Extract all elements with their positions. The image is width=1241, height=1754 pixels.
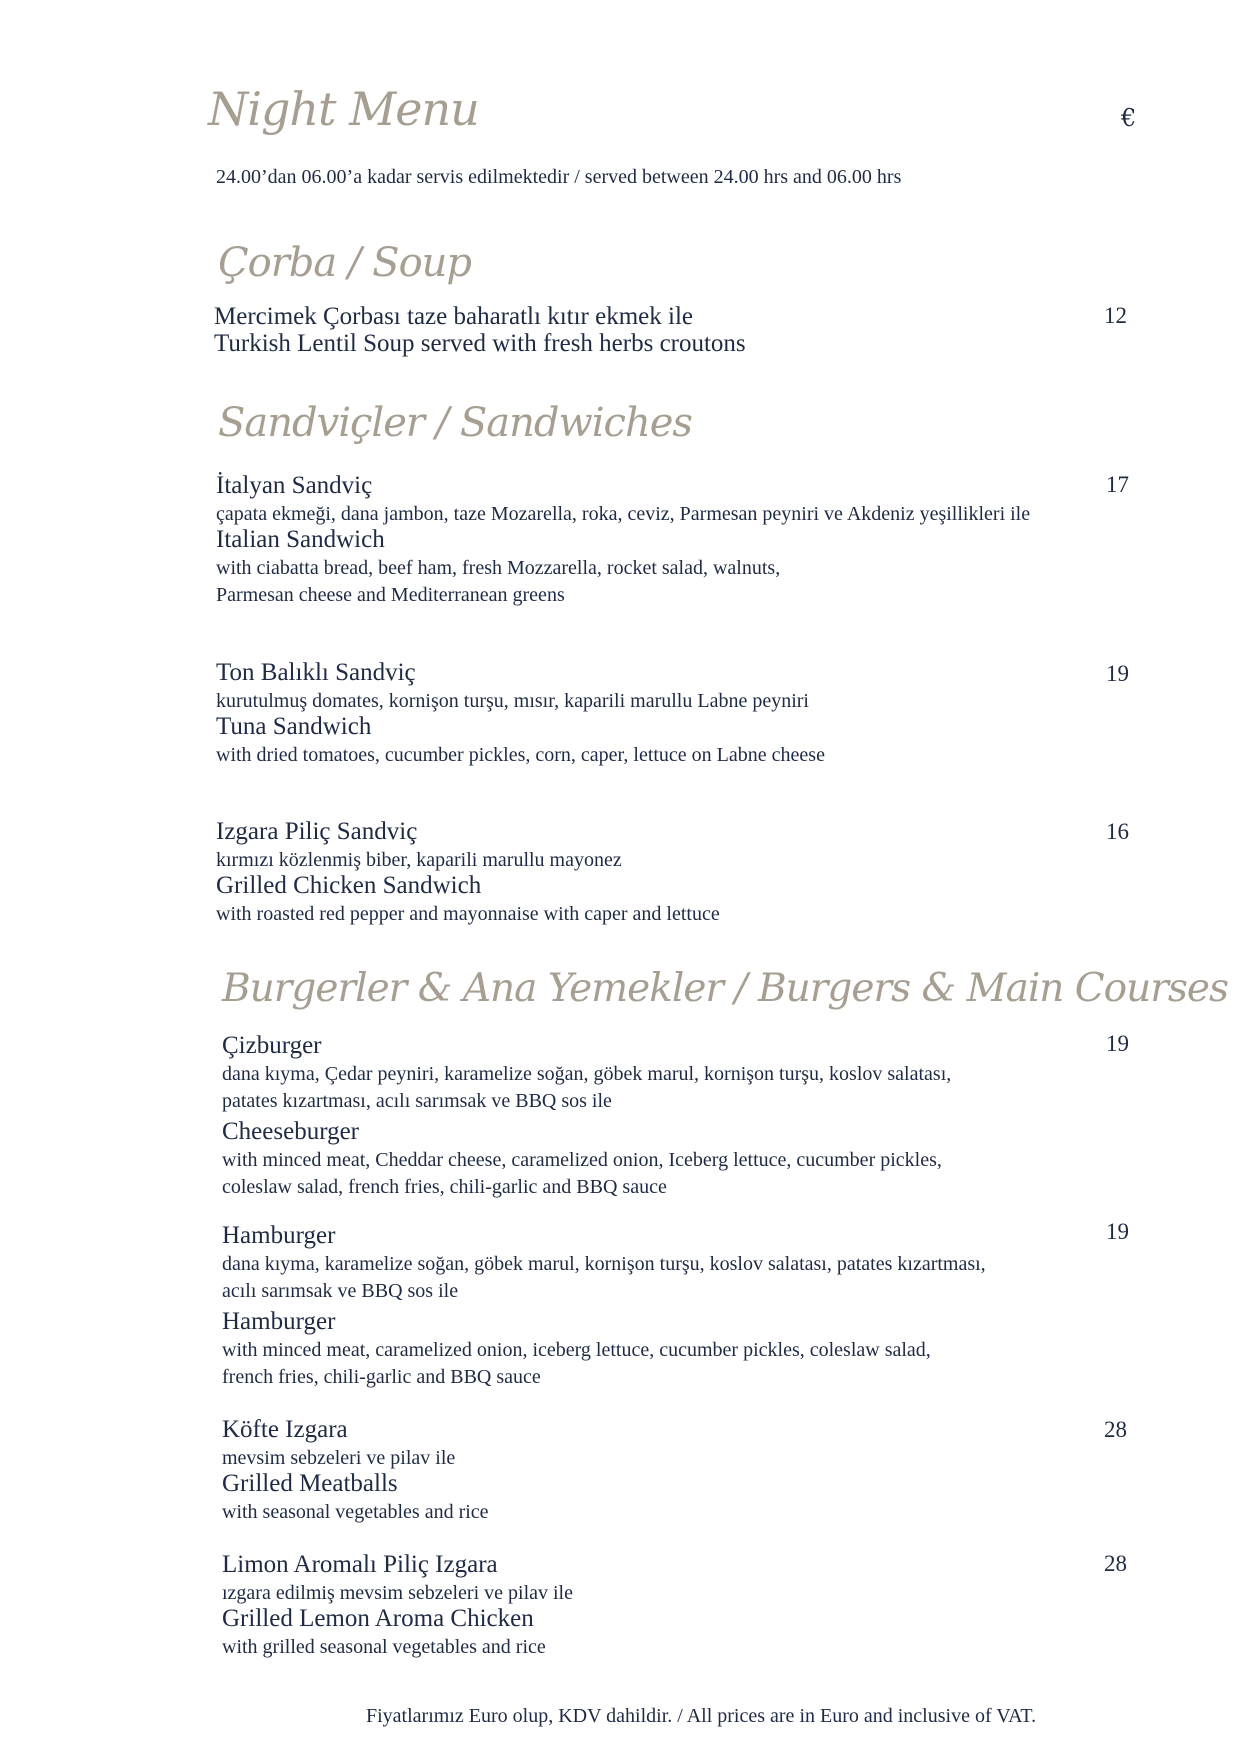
item-desc-tr: mevsim sebzeleri ve pilav ile (222, 1447, 456, 1469)
item-desc-tr: kırmızı közlenmiş biber, kaparili marullu mayonez (216, 849, 622, 871)
section-title-mains: Burgerler & Ana Yemekler / Burgers & Main Courses (222, 966, 1228, 1011)
menu-title: Night Menu (208, 82, 479, 136)
item-name-en: Grilled Chicken Sandwich (216, 872, 482, 899)
item-name-en: Hamburger (222, 1308, 336, 1335)
item-desc-en: with minced meat, caramelized onion, iceberg lettuce, cucumber pickles, coleslaw salad, (222, 1339, 931, 1361)
item-price: 28 (1104, 1551, 1127, 1576)
item-name-en: Cheeseburger (222, 1118, 359, 1145)
item-name-tr: Ton Balıklı Sandviç (216, 659, 416, 686)
item-price: 19 (1106, 661, 1129, 686)
item-desc-en: with minced meat, Cheddar cheese, caramelized onion, Iceberg lettuce, cucumber pickles, (222, 1149, 942, 1171)
item-price: 19 (1106, 1219, 1129, 1244)
item-name-tr: İtalyan Sandviç (216, 472, 373, 499)
item-desc-en: Parmesan cheese and Mediterranean greens (216, 584, 565, 606)
item-name-en: Turkish Lentil Soup served with fresh herbs croutons (214, 330, 746, 357)
item-price: 19 (1106, 1031, 1129, 1056)
currency-symbol: € (1121, 104, 1137, 132)
item-desc-en: french fries, chili-garlic and BBQ sauce (222, 1366, 541, 1388)
item-name-tr: Çizburger (222, 1032, 322, 1059)
item-price: 12 (1104, 303, 1127, 328)
item-desc-en: with grilled seasonal vegetables and rice (222, 1636, 546, 1658)
item-price: 17 (1106, 472, 1129, 497)
item-desc-tr: kurutulmuş domates, kornişon turşu, mısır, kaparili marullu Labne peyniri (216, 690, 809, 712)
item-desc-tr: acılı sarımsak ve BBQ sos ile (222, 1280, 459, 1302)
item-desc-tr: dana kıyma, Çedar peyniri, karamelize soğan, göbek marul, kornişon turşu, koslov salatası, (222, 1063, 952, 1085)
item-name-en: Grilled Lemon Aroma Chicken (222, 1605, 534, 1632)
item-desc-tr: dana kıyma, karamelize soğan, göbek marul, kornişon turşu, koslov salatası, patates kızartması, (222, 1253, 986, 1275)
item-desc-en: with dried tomatoes, cucumber pickles, corn, caper, lettuce on Labne cheese (216, 744, 825, 766)
item-price: 28 (1104, 1417, 1127, 1442)
item-desc-en: with ciabatta bread, beef ham, fresh Mozzarella, rocket salad, walnuts, (216, 557, 781, 579)
item-price: 16 (1106, 819, 1129, 844)
item-desc-en: with seasonal vegetables and rice (222, 1501, 489, 1523)
item-desc-en: with roasted red pepper and mayonnaise with caper and lettuce (216, 903, 720, 925)
item-name-en: Grilled Meatballs (222, 1470, 398, 1497)
item-desc-tr: ızgara edilmiş mevsim sebzeleri ve pilav ile (222, 1582, 573, 1604)
service-hours: 24.00’dan 06.00’a kadar servis edilmektedir / served between 24.00 hrs and 06.00 hrs (216, 166, 902, 188)
section-title-soup: Çorba / Soup (218, 240, 472, 286)
item-name-tr: Izgara Piliç Sandviç (216, 818, 418, 845)
item-name-tr: Limon Aromalı Piliç Izgara (222, 1551, 498, 1578)
item-name-en: Italian Sandwich (216, 526, 385, 553)
item-desc-en: coleslaw salad, french fries, chili-garlic and BBQ sauce (222, 1176, 667, 1198)
item-desc-tr: patates kızartması, acılı sarımsak ve BBQ sos ile (222, 1090, 612, 1112)
section-title-sandwiches: Sandviçler / Sandwiches (218, 400, 692, 446)
item-name-tr: Köfte Izgara (222, 1416, 348, 1443)
item-name-tr: Hamburger (222, 1222, 336, 1249)
item-name-en: Tuna Sandwich (216, 713, 372, 740)
footer-note: Fiyatlarımız Euro olup, KDV dahildir. / All prices are in Euro and inclusive of VAT. (366, 1705, 1037, 1727)
item-name-tr: Mercimek Çorbası taze baharatlı kıtır ekmek ile (214, 303, 693, 330)
item-desc-tr: çapata ekmeği, dana jambon, taze Mozarella, roka, ceviz, Parmesan peyniri ve Akdeniz yeşillikleri ile (216, 503, 1031, 525)
